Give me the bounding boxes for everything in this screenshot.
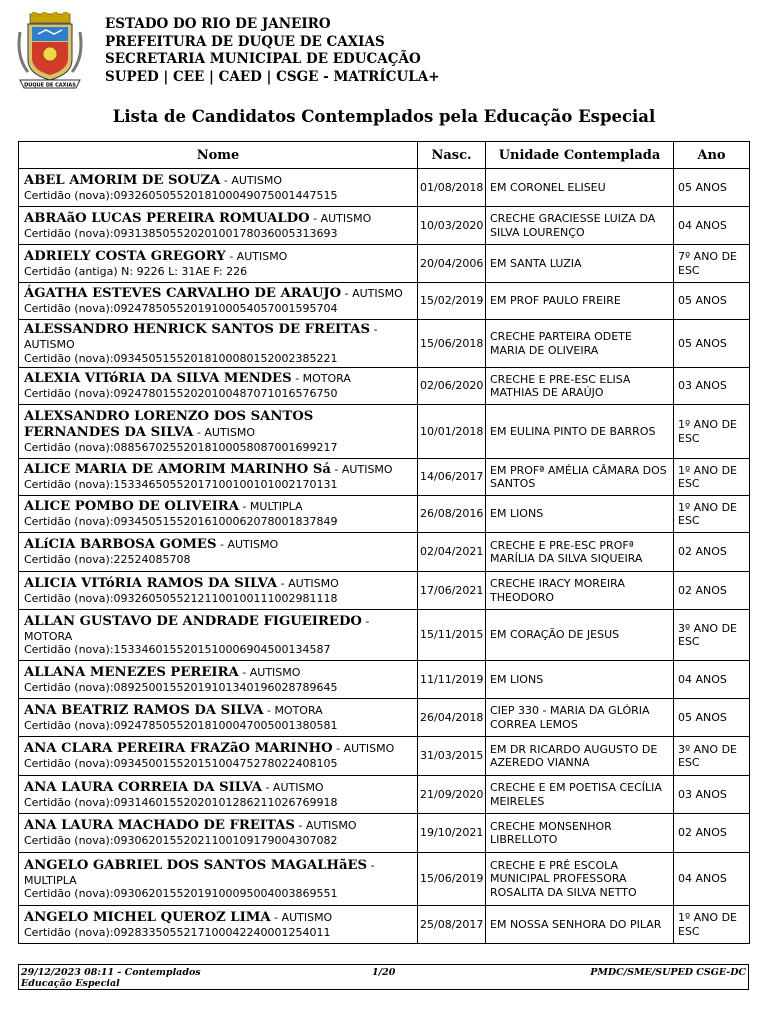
table-row	[19, 368, 750, 405]
unit-cell: EM LIONS	[486, 661, 674, 699]
candidate-name: ANA CLARA PEREIRA FRAZãO MARINHO	[24, 741, 333, 757]
candidate-disability: MOTORA	[302, 372, 351, 386]
table-row	[19, 699, 750, 737]
birth-date-cell: 15/06/2018	[418, 320, 486, 368]
candidate-cell	[19, 814, 418, 853]
candidate-certificate: Certidão (nova):15334601552015100069045001345​87	[24, 643, 331, 656]
city-crest-logo	[16, 12, 84, 94]
candidate-cell	[19, 245, 418, 283]
candidate-disability: AUTISMO	[236, 249, 288, 263]
candidate-disability: AUTISMO	[341, 463, 393, 477]
candidate-certificate: Certidão (antiga) N: 9226 L: 31AE F: 226	[24, 264, 248, 278]
column-header-birth: Nasc.	[418, 142, 486, 169]
candidate-certificate: Certidão (nova):08925001552019101340196028789645	[24, 680, 338, 694]
candidate-disability: AUTISMO	[272, 780, 324, 794]
candidates-table	[18, 141, 750, 944]
candidate-cell	[19, 906, 418, 944]
unit-cell: EM DR RICARDO AUGUSTO DE AZEREDO VIANNA	[486, 737, 674, 776]
candidate-name: ALLANA MENEZES PEREIRA	[24, 664, 239, 680]
candidate-cell	[19, 405, 418, 459]
candidate-disability-separator: -	[263, 703, 275, 717]
candidate-disability-separator: -	[332, 742, 344, 756]
candidate-disability: MOTORA	[24, 629, 73, 643]
column-header-unit: Unidade Contemplada	[486, 142, 674, 169]
candidate-disability: AUTISMO	[249, 665, 301, 679]
year-cell: 05 ANOS	[674, 169, 750, 207]
candidate-cell	[19, 533, 418, 572]
birth-date-cell: 10/01/2018	[418, 405, 486, 459]
column-header-name: Nome	[19, 142, 418, 169]
table-row	[19, 207, 750, 245]
candidate-cell	[19, 320, 418, 368]
year-cell: 1º ANO DE ESC	[674, 496, 750, 533]
table-row	[19, 405, 750, 459]
candidate-name: ABEL AMORIM DE SOUZA	[24, 172, 221, 188]
candidate-disability-separator: -	[370, 323, 378, 336]
table-row	[19, 245, 750, 283]
candidate-disability: AUTISMO	[204, 425, 256, 439]
year-cell: 1º ANO DE ESC	[674, 459, 750, 496]
birth-date-cell: 10/03/2020	[418, 207, 486, 245]
candidate-certificate: Certidão (nova):09306201552019100095004003869551	[24, 887, 338, 900]
table-row	[19, 737, 750, 776]
birth-date-cell: 11/11/2019	[418, 661, 486, 699]
birth-date-cell: 02/06/2020	[418, 368, 486, 405]
unit-cell: EM EULINA PINTO DE BARROS	[486, 405, 674, 459]
table-row	[19, 496, 750, 533]
candidate-certificate: Certidão (nova):09247850552018100047005001380581	[24, 718, 338, 732]
table-row	[19, 459, 750, 496]
page-header	[0, 0, 768, 100]
column-header-year: Ano	[674, 142, 750, 169]
candidate-cell	[19, 699, 418, 737]
birth-date-cell: 26/08/2016	[418, 496, 486, 533]
crest-banner-text: DUQUE DE CAXIAS	[24, 82, 76, 89]
candidate-name: ALEXSANDRO LORENZO DOS SANTOS FERNANDES DA SILVA	[24, 408, 314, 440]
candidate-name: ALICIA VITóRIA RAMOS DA SILVA	[24, 575, 278, 591]
candidate-disability-separator: -	[330, 463, 342, 477]
header-line-departments: SUPED | CEE | CAED | CSGE - MATRÍCULA+	[105, 68, 440, 85]
table-row	[19, 572, 750, 610]
birth-date-cell: 20/04/2006	[418, 245, 486, 283]
candidate-name: ADRIELY COSTA GREGORY	[24, 248, 226, 264]
candidate-disability: AUTISMO	[305, 819, 357, 833]
candidate-name: ALíCIA BARBOSA GOMES	[24, 537, 217, 553]
unit-cell: CRECHE IRACY MOREIRA THEODORO	[486, 572, 674, 610]
birth-date-cell: 21/09/2020	[418, 776, 486, 814]
candidate-disability: MULTIPLA	[249, 500, 303, 514]
unit-cell: EM PROFª AMÉLIA CÂMARA DOS SANTOS	[486, 459, 674, 496]
birth-date-cell: 15/02/2019	[418, 283, 486, 320]
table-row	[19, 610, 750, 661]
candidate-name: ABRAãO LUCAS PEREIRA ROMUALDO	[24, 210, 310, 226]
year-cell: 02 ANOS	[674, 533, 750, 572]
candidate-certificate: Certidão (nova):09345001552015100475278022408105	[24, 757, 338, 771]
candidate-cell	[19, 853, 418, 906]
candidate-disability: MOTORA	[274, 703, 323, 717]
candidate-name: ÁGATHA ESTEVES CARVALHO DE ARAUJO	[24, 286, 342, 302]
footer-page-number: 1/20	[372, 967, 396, 978]
year-cell: 7º ANO DE ESC	[674, 245, 750, 283]
table-row	[19, 169, 750, 207]
candidate-certificate: Certidão (nova):09326050552018100049075001447515	[24, 188, 338, 202]
candidate-cell	[19, 776, 418, 814]
candidate-disability-separator: -	[367, 858, 375, 872]
candidate-cell	[19, 283, 418, 320]
candidate-disability: AUTISMO	[320, 211, 372, 225]
unit-cell: CIEP 330 - MARIA DA GLÓRIA CORREA LEMOS	[486, 699, 674, 737]
candidate-certificate: Certidão (nova):09247801552020100487071016576750	[24, 387, 338, 401]
birth-date-cell: 31/03/2015	[418, 737, 486, 776]
candidate-certificate: Certidão (nova):09247850552019100054057001595704	[24, 302, 338, 316]
page-footer	[18, 964, 749, 990]
candidate-disability-separator: -	[309, 211, 321, 225]
candidate-name: ALLAN GUSTAVO DE ANDRADE FIGUEIREDO	[24, 613, 362, 629]
unit-cell: CRECHE MONSENHOR LIBRELLOTO	[486, 814, 674, 853]
candidate-name: ALEXIA VITóRIA DA SILVA MENDES	[24, 371, 292, 387]
candidate-disability-separator: -	[238, 500, 250, 514]
candidate-disability-separator: -	[220, 173, 232, 187]
candidate-disability-separator: -	[341, 287, 353, 301]
candidate-disability-separator: -	[225, 249, 237, 263]
candidate-disability-separator: -	[294, 819, 306, 833]
unit-cell: CRECHE E PRÉ ESCOLA MUNICIPAL PROFESSORA ROSALITA DA SILVA NETTO	[486, 853, 674, 906]
year-cell: 02 ANOS	[674, 572, 750, 610]
year-cell: 05 ANOS	[674, 320, 750, 368]
header-line-prefecture: PREFEITURA DE DUQUE DE CAXIAS	[105, 33, 385, 50]
year-cell: 05 ANOS	[674, 699, 750, 737]
year-cell: 3º ANO DE ESC	[674, 610, 750, 661]
candidate-cell	[19, 207, 418, 245]
unit-cell: CRECHE E PRE-ESC ELISA MATHIAS DE ARAÚJO	[486, 368, 674, 405]
table-row	[19, 533, 750, 572]
unit-cell: EM SANTA LUZIA	[486, 245, 674, 283]
candidate-name: ALESSANDRO HENRICK SANTOS DE FREITAS	[24, 322, 371, 337]
year-cell: 04 ANOS	[674, 661, 750, 699]
unit-cell: CRECHE GRACIESSE LUIZA DA SILVA LOURENÇO	[486, 207, 674, 245]
header-institution	[105, 16, 440, 86]
year-cell: 03 ANOS	[674, 776, 750, 814]
candidate-certificate: Certidão (nova):09283350552171000422400012540​11	[24, 925, 331, 939]
birth-date-cell: 01/08/2018	[418, 169, 486, 207]
table-row	[19, 906, 750, 944]
candidate-name: ANA LAURA MACHADO DE FREITAS	[24, 818, 295, 834]
candidate-disability-separator: -	[216, 538, 228, 552]
page-title: Lista de Candidatos Contemplados pela Educação Especial	[112, 107, 656, 126]
candidate-cell	[19, 169, 418, 207]
candidate-disability-separator: -	[291, 372, 303, 386]
candidate-certificate: Certidão (nova):09313850552020100178036005313693	[24, 226, 338, 240]
table-header-row	[19, 142, 750, 169]
year-cell: 02 ANOS	[674, 814, 750, 853]
table-row	[19, 283, 750, 320]
table-row	[19, 776, 750, 814]
unit-cell: CRECHE E EM POETISA CECÍLIA MEIRELES	[486, 776, 674, 814]
birth-date-cell: 17/06/2021	[418, 572, 486, 610]
birth-date-cell: 02/04/2021	[418, 533, 486, 572]
candidate-certificate: Certidão (nova):08856702552018100058087001699217	[24, 440, 338, 454]
year-cell: 1º ANO DE ESC	[674, 906, 750, 944]
candidate-name: ANGELO GABRIEL DOS SANTOS MAGALHãES	[24, 857, 368, 873]
candidate-disability: AUTISMO	[227, 538, 279, 552]
year-cell: 05 ANOS	[674, 283, 750, 320]
table-row	[19, 814, 750, 853]
year-cell: 03 ANOS	[674, 368, 750, 405]
unit-cell: EM NOSSA SENHORA DO PILAR	[486, 906, 674, 944]
unit-cell: EM CORAÇÃO DE JESUS	[486, 610, 674, 661]
candidate-cell	[19, 610, 418, 661]
unit-cell: CRECHE PARTEIRA ODETE MARIA DE OLIVEIRA	[486, 320, 674, 368]
candidate-disability: AUTISMO	[288, 576, 339, 590]
table-row	[19, 661, 750, 699]
candidate-cell	[19, 459, 418, 496]
birth-date-cell: 26/04/2018	[418, 699, 486, 737]
candidate-certificate: Certidão (nova):15334650552017100100101002170131	[24, 478, 338, 492]
footer-timestamp: 29/12/2023 08:11 - Contemplados Educação Especial	[21, 967, 201, 989]
table-body	[19, 169, 750, 944]
birth-date-cell: 19/10/2021	[418, 814, 486, 853]
candidate-disability-separator: -	[261, 780, 273, 794]
candidate-name: ALICE MARIA DE AMORIM MARINHO Sá	[24, 462, 331, 478]
candidate-certificate: Certidão (nova):09326050552121100100111002981118	[24, 591, 338, 605]
candidate-disability: AUTISMO	[231, 173, 283, 187]
candidate-name: ANA BEATRIZ RAMOS DA SILVA	[24, 702, 264, 718]
unit-cell: CRECHE E PRE-ESC PROFª MARÍLIA DA SILVA SIQUEIRA	[486, 533, 674, 572]
table-row	[19, 320, 750, 368]
header-line-state: ESTADO DO RIO DE JANEIRO	[105, 16, 331, 32]
candidate-disability: AUTISMO	[24, 338, 75, 351]
year-cell: 3º ANO DE ESC	[674, 737, 750, 776]
candidate-disability-separator: -	[277, 576, 289, 590]
footer-department: PMDC/SME/SUPED CSGE-DC	[590, 967, 746, 978]
candidate-certificate: Certidão (nova):09345051552016100062078001837849	[24, 515, 338, 529]
candidate-name: ALICE POMBO DE OLIVEIRA	[24, 499, 239, 515]
candidate-certificate: Certidão (nova):09314601552020101286211026769918	[24, 795, 338, 809]
candidate-disability-separator: -	[361, 614, 370, 628]
candidate-disability: AUTISMO	[343, 742, 395, 756]
header-line-secretariat: SECRETARIA MUNICIPAL DE EDUCAÇÃO	[105, 51, 421, 67]
candidate-disability-separator: -	[270, 910, 282, 924]
candidate-certificate: Certidão (nova):22524085708	[24, 553, 191, 567]
candidate-certificate: Certidão (nova):09345051552018100080152002385221	[24, 351, 338, 365]
table-row	[19, 853, 750, 906]
unit-cell: EM CORONEL ELISEU	[486, 169, 674, 207]
candidate-cell	[19, 737, 418, 776]
unit-cell: EM LIONS	[486, 496, 674, 533]
candidate-name: ANGELO MICHEL QUEROZ LIMA	[24, 909, 271, 925]
birth-date-cell: 15/11/2015	[418, 610, 486, 661]
unit-cell: EM PROF PAULO FREIRE	[486, 283, 674, 320]
candidate-cell	[19, 572, 418, 610]
candidate-cell	[19, 661, 418, 699]
year-cell: 04 ANOS	[674, 853, 750, 906]
candidate-certificate: Certidão (nova):09306201552021100109179004307082	[24, 834, 338, 848]
candidate-disability-separator: -	[193, 425, 205, 439]
candidate-name: ANA LAURA CORREIA DA SILVA	[24, 779, 262, 795]
birth-date-cell: 14/06/2017	[418, 459, 486, 496]
candidate-cell	[19, 496, 418, 533]
year-cell: 04 ANOS	[674, 207, 750, 245]
candidate-cell	[19, 368, 418, 405]
birth-date-cell: 25/08/2017	[418, 906, 486, 944]
birth-date-cell: 15/06/2019	[418, 853, 486, 906]
year-cell: 1º ANO DE ESC	[674, 405, 750, 459]
candidate-disability-separator: -	[238, 665, 250, 679]
candidate-disability: AUTISMO	[281, 910, 333, 924]
candidate-disability: AUTISMO	[352, 287, 403, 301]
candidate-disability: MULTIPLA	[24, 873, 77, 887]
